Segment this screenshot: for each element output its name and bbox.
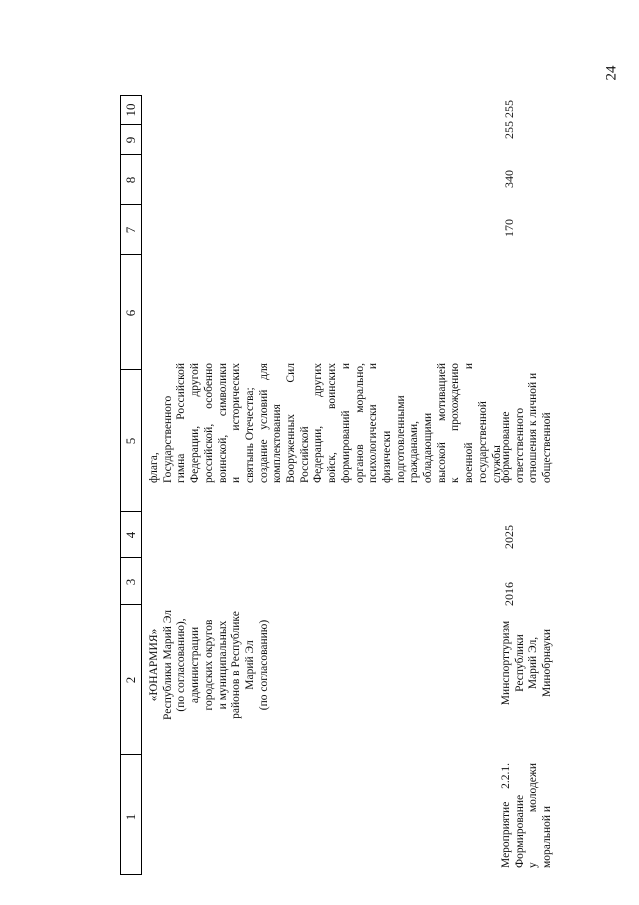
text-line <box>244 363 258 483</box>
new-row-col2 <box>500 609 555 717</box>
text-line <box>271 363 285 483</box>
continued-row-col2 <box>148 605 271 725</box>
text-line <box>217 363 231 483</box>
column-number: 7 <box>123 226 138 234</box>
text-line <box>436 363 450 483</box>
text-line: Марий Эл, <box>527 636 540 690</box>
word: Мероприятие <box>500 801 512 868</box>
word: гимна <box>175 453 188 483</box>
new-row-col5 <box>500 363 555 483</box>
text-line <box>514 363 528 483</box>
column-divider <box>120 604 142 605</box>
text-line <box>162 363 176 483</box>
text-line <box>463 363 477 483</box>
column-number: 3 <box>123 578 138 586</box>
header-bottom-border <box>141 96 142 875</box>
text-line <box>449 363 463 483</box>
word: молодежи <box>527 763 540 813</box>
word: обладающими <box>422 412 435 483</box>
word: Российской <box>298 426 311 483</box>
text-line <box>477 363 491 483</box>
word: морально, <box>353 363 366 413</box>
table-top-border <box>120 96 121 875</box>
text-line <box>527 363 541 483</box>
word: особенно <box>202 363 215 409</box>
column-number: 10 <box>123 103 138 117</box>
word: Вооруженных <box>285 413 298 483</box>
word: психологически <box>367 404 380 483</box>
col7-value: 170 <box>502 219 516 237</box>
text-line <box>175 363 189 483</box>
text-line <box>500 363 514 483</box>
text-line <box>299 363 313 483</box>
column-divider <box>120 95 142 96</box>
rotated-table <box>100 85 639 885</box>
text-line: «ЮНАРМИЯ» <box>148 628 160 702</box>
text-line: (по согласованию) <box>257 619 270 711</box>
word: Федерации, <box>312 425 325 483</box>
word: войск, <box>326 452 339 483</box>
word: Государственного <box>161 395 174 483</box>
word: других <box>312 363 325 397</box>
word: флага, <box>148 452 160 483</box>
word: святынь Отечества; <box>243 387 256 483</box>
column-number: 8 <box>123 176 138 184</box>
start-year: 2016 <box>502 582 516 606</box>
word: высокой <box>435 442 448 483</box>
text-line: и муниципальных <box>216 620 229 710</box>
word: Сил <box>285 363 298 383</box>
word: российской, <box>202 423 215 483</box>
column-number: 9 <box>123 136 138 144</box>
col8-value: 340 <box>502 170 516 188</box>
text-line <box>367 363 381 483</box>
text-line <box>285 363 299 483</box>
text-line <box>395 363 409 483</box>
word: комплектования <box>271 404 284 483</box>
activity-cell <box>500 763 555 868</box>
text-line <box>422 363 436 483</box>
word: воинской, <box>216 434 229 483</box>
text-line: Республики <box>513 634 526 692</box>
column-number: 6 <box>123 309 138 317</box>
text-line <box>340 363 354 483</box>
word: и <box>339 363 352 370</box>
word: формирование <box>500 411 512 483</box>
word: формирований <box>339 410 352 483</box>
column-number: 5 <box>123 437 138 445</box>
word: гражданами, <box>408 420 421 483</box>
word: и <box>367 363 380 370</box>
continued-row-col5 <box>148 363 504 483</box>
word: Формирование <box>513 794 526 868</box>
text-line: Республики Марий Эл <box>161 610 174 721</box>
page-number: 24 <box>603 65 620 81</box>
word: символики <box>216 363 229 417</box>
text-line: районов в Республике <box>230 611 243 719</box>
text-line <box>541 363 555 483</box>
text-line <box>500 763 514 868</box>
column-number: 2 <box>123 676 138 684</box>
column-divider <box>120 369 142 370</box>
column-divider <box>120 204 142 205</box>
text-line <box>230 363 244 483</box>
column-divider <box>120 124 142 125</box>
column-divider <box>120 874 142 875</box>
col9-value: 255 <box>502 121 516 139</box>
word: моральной и <box>541 805 554 868</box>
word: у <box>527 862 540 868</box>
column-divider <box>120 254 142 255</box>
text-line: городских округов <box>202 619 215 711</box>
word: государственной <box>476 401 489 483</box>
word: общественной <box>541 412 554 483</box>
text-line <box>514 763 528 868</box>
text-line <box>189 363 203 483</box>
text-line: Минспорттуризм <box>500 620 512 706</box>
column-divider <box>120 511 142 512</box>
word: физически <box>380 430 393 483</box>
text-line <box>408 363 422 483</box>
text-line <box>381 363 395 483</box>
word: условий <box>257 389 270 430</box>
text-line <box>326 363 340 483</box>
text-line: (по согласованию), <box>175 618 188 712</box>
text-line <box>148 363 162 483</box>
column-number: 1 <box>123 813 138 821</box>
word: к <box>449 477 462 483</box>
word: создание <box>257 439 270 483</box>
word: отношения к личной и <box>527 372 540 483</box>
text-line: администрации <box>189 626 202 704</box>
end-year: 2025 <box>502 525 516 549</box>
text-line <box>527 763 541 868</box>
text-line <box>541 763 555 868</box>
word: исторических <box>230 363 243 431</box>
column-number: 4 <box>123 531 138 539</box>
text-line: Марий Эл <box>243 640 256 690</box>
col10-value: 255 <box>502 100 516 118</box>
column-divider <box>120 557 142 558</box>
word: для <box>257 363 270 380</box>
word: и <box>230 476 243 483</box>
column-divider <box>120 154 142 155</box>
word: 2.2.1. <box>500 763 512 789</box>
word: мотивацией <box>435 363 448 422</box>
word: воинских <box>326 363 339 410</box>
word: ответственного <box>513 407 526 483</box>
word: и <box>463 363 476 370</box>
column-divider <box>120 754 142 755</box>
word: прохождению <box>449 363 462 431</box>
text-line <box>354 363 368 483</box>
word: подготовленными <box>394 395 407 483</box>
text-line <box>312 363 326 483</box>
word: Российской <box>175 363 188 420</box>
word: другой <box>189 363 202 397</box>
word: Федерации, <box>189 425 202 483</box>
word: службы <box>490 445 503 483</box>
text-line <box>203 363 217 483</box>
word: органов <box>353 444 366 483</box>
text-line <box>258 363 272 483</box>
text-line: Минобрнауки <box>541 628 554 698</box>
word: военной <box>463 442 476 483</box>
